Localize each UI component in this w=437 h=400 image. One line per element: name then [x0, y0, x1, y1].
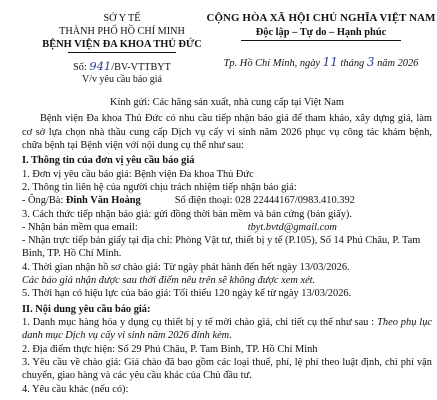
late-submission-note: Các báo giá nhận được sau thời điểm nêu trên sẽ không được xem xét. — [22, 275, 316, 287]
document-number — [22, 59, 222, 74]
section-2-item-1 — [22, 316, 432, 343]
greeting: Kính gửi: Các hãng sản xuất, nhà cung cấp tại Việt Nam — [110, 97, 344, 108]
issuer-underline — [68, 52, 176, 53]
contact-line — [22, 194, 432, 207]
section-2-item-4: 4. Yêu cầu khác (nếu có): — [22, 383, 129, 395]
date-month-label: tháng — [340, 58, 365, 70]
contact-name: Đinh Văn Hoàng — [65, 195, 141, 207]
email-line — [22, 221, 432, 234]
issuer-hospital-name: BỆNH VIỆN ĐA KHOA THỦ ĐỨC — [42, 39, 202, 51]
date-prefix: Tp. Hồ Chí Minh, ngày — [223, 58, 321, 70]
section-2-item-1-text: 1. Danh mục hàng hóa y dụng cụ thiết bị y tế mời chào giá, chi tiết cụ thể như sau : — [22, 317, 378, 328]
date-suffix: năm 2026 — [377, 58, 419, 70]
document-number-handwritten: 941 — [89, 59, 112, 74]
motto-underline — [241, 40, 401, 41]
document-number-suffix: /BV-VTTBYT — [111, 62, 171, 74]
contact-phone: Số điện thoại: 028 22444167/0983.410.392 — [174, 195, 355, 207]
section-1-item-2: 2. Thông tin liên hệ của người chịu trách nhiệm tiếp nhận báo giá: — [22, 181, 297, 193]
contact-prefix: - Ông/Bà: — [22, 195, 66, 207]
document-body — [22, 96, 432, 396]
issuer-line-2: THÀNH PHỐ HỒ CHÍ MINH — [59, 26, 185, 38]
email-address[interactable]: tbyt.bvtd@gmail.com — [247, 221, 337, 233]
email-label: - Nhận bản mềm qua email: — [22, 221, 138, 233]
paper-submission-line: - Nhận trực tiếp bản giấy tại địa chỉ: Phòng Vật tư, thiết bị y tế (P.105), Số 14 Phú Châu, P. Tam Bình, TP. Hồ Chí Minh. — [22, 235, 421, 260]
section-2-item-3: 3. Yêu cầu về chào giá: Giá chào đã bao gồm các loại thuế, phí, lệ phí theo luật định, chi phí vận chuyển, giao hàng và các yêu cầu khác của Chủ đầu tư. — [22, 356, 432, 382]
section-1-item-1: 1. Đơn vị yêu cầu báo giá: Bệnh viện Đa khoa Thủ Đức — [22, 168, 254, 180]
date-month-handwritten: 3 — [366, 55, 375, 70]
section-1-item-4: 4. Thời gian nhận hồ sơ chào giá: Từ ngày phát hành đến hết ngày 13/03/2026. — [22, 261, 350, 273]
section-1-item-5: 5. Thời hạn có hiệu lực của báo giá: Tối thiểu 120 ngày kể từ ngày 13/03/2026. — [22, 288, 352, 300]
issue-date — [205, 55, 437, 70]
date-day-handwritten: 11 — [322, 55, 338, 70]
section-2-item-1-italic: Theo phụ lục danh mục Dịch vụ cấy vi sinh năm 2026 đính kèm. — [22, 317, 432, 342]
national-motto: Độc lập – Tự do – Hạnh phúc — [255, 26, 387, 38]
section-2-item-2: 2. Địa điểm thực hiện: Số 29 Phú Châu, P. Tam Bình, TP. Hồ Chí Minh — [22, 343, 318, 355]
national-header — [205, 12, 437, 71]
section-2-title: II. Nội dung yêu cầu báo giá: — [22, 303, 151, 315]
document-number-prefix: Số: — [73, 62, 87, 74]
section-1-title: I. Thông tin của đơn vị yêu cầu báo giá — [22, 155, 195, 167]
issuer-line-1: SỞ Y TẾ — [103, 13, 141, 24]
document-subject: V/v yêu cầu báo giá — [82, 74, 162, 86]
issuer-header — [22, 12, 222, 87]
intro-paragraph: Bệnh viện Đa khoa Thủ Đức có nhu cầu tiếp nhận báo giá để tham khảo, xây dựng giá, làm cơ sở lựa chọn nhà thầu cung cấp Dịch vụ cấy vi sinh năm 2026 phục vụ công tác khám bệnh, chữa bệnh tại Bệnh viện với nội dung cụ thể như sau: — [22, 113, 432, 151]
national-title: CỘNG HÒA XÃ HỘI CHỦ NGHĨA VIỆT NAM — [206, 12, 436, 24]
section-1-item-3: 3. Cách thức tiếp nhận báo giá: gửi đồng thời bản mềm và bản cứng (bản giấy). — [22, 208, 352, 220]
